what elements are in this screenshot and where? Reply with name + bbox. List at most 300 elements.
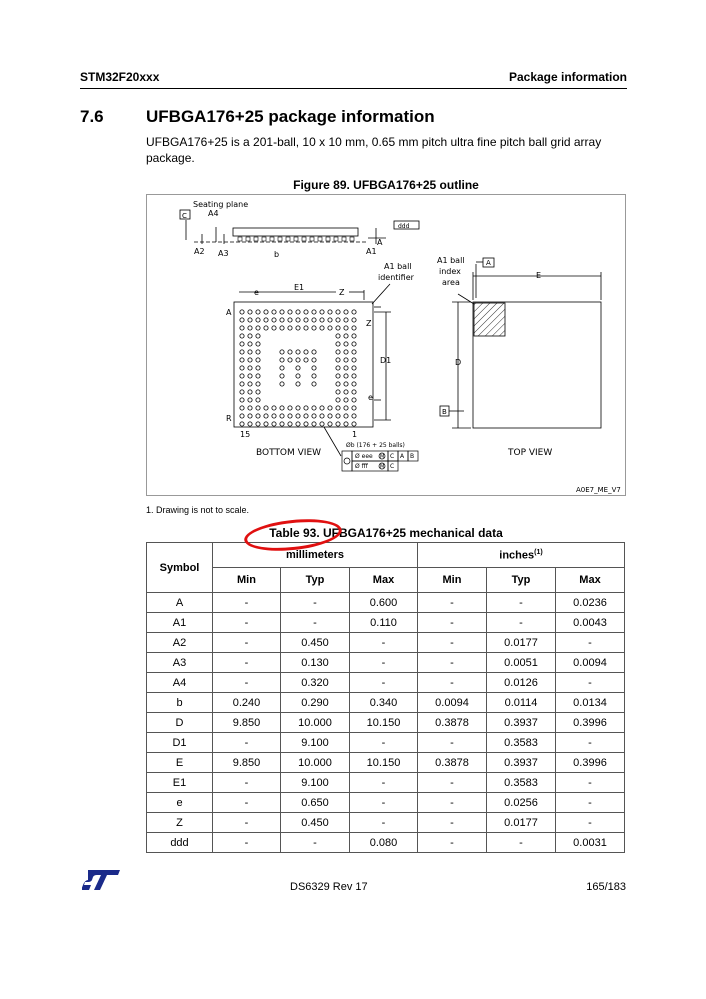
dim-b-label: b <box>274 250 280 259</box>
symbol-header: Symbol <box>147 543 213 593</box>
sub-header-cell: Min <box>213 568 281 593</box>
ball <box>240 366 244 370</box>
value-cell: - <box>281 833 350 853</box>
value-cell: - <box>350 673 418 693</box>
ball <box>256 326 260 330</box>
side-ball <box>270 237 274 241</box>
ball <box>288 350 292 354</box>
ball <box>288 358 292 362</box>
ball <box>312 326 316 330</box>
value-cell: 0.0094 <box>556 653 625 673</box>
value-cell: - <box>418 673 487 693</box>
value-cell: 0.0031 <box>556 833 625 853</box>
ball <box>352 334 356 338</box>
col-1-label: 1 <box>352 430 358 439</box>
table-body <box>147 593 625 853</box>
value-cell: 10.150 <box>350 713 418 733</box>
value-cell: - <box>213 633 281 653</box>
symbol-cell: D1 <box>147 733 213 753</box>
ball <box>256 382 260 386</box>
ball <box>248 318 252 322</box>
footer-page-number: 165/183 <box>586 881 626 893</box>
value-cell: - <box>418 653 487 673</box>
ball <box>296 414 300 418</box>
symbol-cell: ddd <box>147 833 213 853</box>
value-cell: 9.850 <box>213 713 281 733</box>
ddd-label: ddd <box>398 223 410 230</box>
side-view-balls <box>238 237 354 241</box>
package-outline-drawing <box>146 194 626 496</box>
ball <box>240 318 244 322</box>
a1-ball-index-line1: A1 ball <box>437 256 465 265</box>
ball <box>336 406 340 410</box>
value-cell: - <box>350 793 418 813</box>
ball <box>256 422 260 426</box>
ball <box>312 406 316 410</box>
ball <box>336 318 340 322</box>
value-cell: - <box>213 813 281 833</box>
value-cell: - <box>487 613 556 633</box>
ball <box>344 390 348 394</box>
value-cell: 0.0043 <box>556 613 625 633</box>
ball <box>344 366 348 370</box>
sub-header-cell: Max <box>556 568 625 593</box>
ball <box>352 310 356 314</box>
value-cell: - <box>556 813 625 833</box>
sub-header-cell: Typ <box>487 568 556 593</box>
ball <box>336 422 340 426</box>
value-cell: - <box>556 773 625 793</box>
ball <box>336 366 340 370</box>
table-row <box>147 833 625 853</box>
running-header-right: Package information <box>508 70 627 84</box>
ball <box>320 326 324 330</box>
dim-z-vertical-label: Z <box>366 319 372 328</box>
ball <box>352 398 356 402</box>
ball <box>352 342 356 346</box>
fff-m-label: M <box>380 464 385 470</box>
dim-e1-label: E1 <box>294 283 305 292</box>
symbol-cell: D <box>147 713 213 733</box>
ball <box>344 406 348 410</box>
ball <box>280 358 284 362</box>
ball <box>264 414 268 418</box>
ball <box>256 398 260 402</box>
row-r-label: R <box>226 414 232 423</box>
value-cell: 0.3937 <box>487 753 556 773</box>
value-cell: - <box>350 813 418 833</box>
ball <box>296 350 300 354</box>
ball <box>304 414 308 418</box>
ball <box>296 422 300 426</box>
ball <box>272 406 276 410</box>
ball <box>312 366 316 370</box>
ball <box>312 310 316 314</box>
ball <box>248 350 252 354</box>
side-ball <box>246 237 250 241</box>
value-cell: 0.0094 <box>418 693 487 713</box>
side-ball <box>350 237 354 241</box>
value-cell: - <box>213 653 281 673</box>
value-cell: - <box>418 773 487 793</box>
value-cell: 0.3878 <box>418 753 487 773</box>
ball <box>240 350 244 354</box>
inches-header <box>418 543 625 568</box>
ball <box>240 310 244 314</box>
ball <box>280 406 284 410</box>
value-cell: - <box>487 593 556 613</box>
side-ball <box>326 237 330 241</box>
dim-z-label: Z <box>339 288 345 297</box>
ball <box>256 334 260 338</box>
section-title: UFBGA176+25 package information <box>146 107 435 126</box>
ball <box>240 390 244 394</box>
ball <box>256 390 260 394</box>
ball <box>288 422 292 426</box>
value-cell: - <box>281 613 350 633</box>
bottom-view-label: BOTTOM VIEW <box>256 448 322 458</box>
value-cell: 0.130 <box>281 653 350 673</box>
ball <box>320 422 324 426</box>
table-row <box>147 613 625 633</box>
value-cell: - <box>350 733 418 753</box>
value-cell: - <box>418 613 487 633</box>
value-cell: 0.0134 <box>556 693 625 713</box>
value-cell: 0.0051 <box>487 653 556 673</box>
a1-ball-index-line3: area <box>442 278 460 287</box>
value-cell: - <box>213 793 281 813</box>
a1-ball-identifier-line1: A1 ball <box>384 262 412 271</box>
ball <box>240 334 244 338</box>
ball <box>320 414 324 418</box>
ball <box>264 318 268 322</box>
symbol-cell: b <box>147 693 213 713</box>
ball <box>304 310 308 314</box>
value-cell: 9.850 <box>213 753 281 773</box>
ball <box>256 358 260 362</box>
ball <box>240 382 244 386</box>
ball <box>248 422 252 426</box>
ball <box>304 318 308 322</box>
dim-e-pitch-label: e <box>254 288 259 297</box>
ball <box>264 422 268 426</box>
ball <box>336 374 340 378</box>
side-ball <box>262 237 266 241</box>
running-header-left: STM32F20xxx <box>80 70 160 84</box>
ball <box>248 382 252 386</box>
ball <box>248 326 252 330</box>
ball <box>280 366 284 370</box>
ball <box>344 310 348 314</box>
ball <box>296 366 300 370</box>
ball <box>352 326 356 330</box>
ball <box>344 350 348 354</box>
value-cell: - <box>213 773 281 793</box>
ball <box>320 310 324 314</box>
dim-e-label: E <box>536 271 542 280</box>
value-cell: - <box>213 613 281 633</box>
eee-datum-c: C <box>390 453 395 460</box>
value-cell: 0.0177 <box>487 813 556 833</box>
ball <box>248 342 252 346</box>
ball-grid <box>240 310 356 426</box>
value-cell: 0.0236 <box>556 593 625 613</box>
fff-datum-c: C <box>390 463 395 470</box>
value-cell: - <box>350 653 418 673</box>
ball <box>280 422 284 426</box>
ball <box>312 374 316 378</box>
mechanical-data-table <box>146 542 625 853</box>
ball <box>296 310 300 314</box>
st-logo <box>82 868 122 892</box>
sub-header-cell: Max <box>350 568 418 593</box>
ball <box>288 414 292 418</box>
top-view-outline <box>440 258 601 428</box>
table-row <box>147 813 625 833</box>
ball <box>256 366 260 370</box>
value-cell: 0.110 <box>350 613 418 633</box>
table-row <box>147 673 625 693</box>
symbol-cell: E1 <box>147 773 213 793</box>
value-cell: - <box>418 633 487 653</box>
value-cell: 0.450 <box>281 813 350 833</box>
ball <box>304 350 308 354</box>
ball <box>312 422 316 426</box>
ball <box>312 350 316 354</box>
value-cell: 0.0177 <box>487 633 556 653</box>
value-cell: - <box>556 633 625 653</box>
ball <box>304 358 308 362</box>
dim-a3-label: A3 <box>218 249 229 258</box>
table-row <box>147 773 625 793</box>
table-row <box>147 793 625 813</box>
ball <box>240 398 244 402</box>
ball <box>344 374 348 378</box>
inches-footnote-marker: (1) <box>534 548 543 556</box>
value-cell: 9.100 <box>281 773 350 793</box>
value-cell: 0.3996 <box>556 713 625 733</box>
value-cell: 0.0256 <box>487 793 556 813</box>
ball <box>352 366 356 370</box>
side-ball <box>318 237 322 241</box>
ball <box>280 310 284 314</box>
value-cell: 0.320 <box>281 673 350 693</box>
eee-datum-a: A <box>400 453 405 460</box>
table-row <box>147 713 625 733</box>
ball <box>288 318 292 322</box>
value-cell: - <box>487 833 556 853</box>
ball <box>344 398 348 402</box>
section-number: 7.6 <box>80 107 104 126</box>
value-cell: - <box>213 673 281 693</box>
ball <box>280 318 284 322</box>
dim-e-vertical-label: e <box>368 393 373 402</box>
table-row <box>147 753 625 773</box>
dim-d-label: D <box>455 358 462 367</box>
ball <box>272 422 276 426</box>
value-cell: 0.290 <box>281 693 350 713</box>
ball <box>240 326 244 330</box>
ball <box>256 374 260 378</box>
a1-ball-identifier-line2: identifier <box>378 273 414 282</box>
ball <box>344 342 348 346</box>
ball <box>256 414 260 418</box>
ball <box>288 310 292 314</box>
figure-code: A0E7_ME_V7 <box>576 486 621 494</box>
sub-header-cell: Min <box>418 568 487 593</box>
ball <box>272 414 276 418</box>
value-cell: - <box>213 733 281 753</box>
ball <box>312 358 316 362</box>
value-cell: - <box>418 813 487 833</box>
ball <box>328 318 332 322</box>
table-row <box>147 653 625 673</box>
value-cell: 0.600 <box>350 593 418 613</box>
ball <box>320 406 324 410</box>
datum-b-label: B <box>442 408 447 416</box>
ball <box>352 382 356 386</box>
ball <box>256 310 260 314</box>
figure-note: 1. Drawing is not to scale. <box>146 505 250 515</box>
symbol-cell: E <box>147 753 213 773</box>
ball <box>352 422 356 426</box>
symbol-cell: A4 <box>147 673 213 693</box>
ball-count-label: Øb (176 + 25 balls) <box>346 442 405 449</box>
eee-m-label: M <box>380 454 385 460</box>
value-cell: 10.000 <box>281 753 350 773</box>
symbol-cell: Z <box>147 813 213 833</box>
ball <box>344 414 348 418</box>
ball <box>344 358 348 362</box>
ball <box>296 358 300 362</box>
value-cell: 0.240 <box>213 693 281 713</box>
value-cell: 0.650 <box>281 793 350 813</box>
value-cell: 9.100 <box>281 733 350 753</box>
ball <box>344 326 348 330</box>
value-cell: 10.150 <box>350 753 418 773</box>
symbol-cell: A1 <box>147 613 213 633</box>
ball <box>352 318 356 322</box>
eee-datum-b: B <box>410 453 415 460</box>
ball <box>296 382 300 386</box>
value-cell: 0.080 <box>350 833 418 853</box>
dim-a2-label: A2 <box>194 247 205 256</box>
ball <box>248 406 252 410</box>
dim-a4-label: A4 <box>208 209 219 218</box>
value-cell: 0.340 <box>350 693 418 713</box>
ball <box>280 374 284 378</box>
fff-label: Ø fff <box>355 463 368 470</box>
ball <box>264 310 268 314</box>
table-title: Table 93. UFBGA176+25 mechanical data <box>269 526 503 540</box>
ball <box>248 366 252 370</box>
col-15-label: 15 <box>240 430 251 439</box>
ball <box>248 414 252 418</box>
symbol-cell: A2 <box>147 633 213 653</box>
sub-header-cell: Typ <box>281 568 350 593</box>
dim-d1-label: D1 <box>380 356 392 365</box>
ball <box>336 310 340 314</box>
side-ball <box>342 237 346 241</box>
ball <box>280 414 284 418</box>
ball <box>296 374 300 378</box>
ball <box>344 422 348 426</box>
ball <box>352 406 356 410</box>
ball <box>336 350 340 354</box>
ball <box>248 374 252 378</box>
ball <box>328 310 332 314</box>
ball <box>328 414 332 418</box>
dim-a1-label: A1 <box>366 247 377 256</box>
side-ball <box>294 237 298 241</box>
intro-paragraph: UFBGA176+25 is a 201-ball, 10 x 10 mm, 0.65 mm pitch ultra fine pitch ball grid array package. <box>146 135 602 165</box>
value-cell: - <box>556 793 625 813</box>
ball <box>352 350 356 354</box>
symbol-cell: e <box>147 793 213 813</box>
value-cell: - <box>213 593 281 613</box>
ball <box>240 374 244 378</box>
symbol-cell: A <box>147 593 213 613</box>
ball <box>280 382 284 386</box>
ball <box>240 406 244 410</box>
seating-plane-label: Seating plane <box>193 200 249 209</box>
value-cell: 0.3878 <box>418 713 487 733</box>
ball <box>312 414 316 418</box>
ball <box>272 326 276 330</box>
ball <box>328 326 332 330</box>
top-view-label: TOP VIEW <box>508 448 553 458</box>
ball <box>264 326 268 330</box>
value-cell: 0.450 <box>281 633 350 653</box>
ball <box>248 310 252 314</box>
footer-document-id: DS6329 Rev 17 <box>290 881 368 893</box>
ball <box>312 318 316 322</box>
ball <box>336 358 340 362</box>
side-ball <box>286 237 290 241</box>
value-cell: 0.0114 <box>487 693 556 713</box>
ball <box>352 390 356 394</box>
ball <box>312 382 316 386</box>
table-row <box>147 633 625 653</box>
value-cell: 0.3583 <box>487 773 556 793</box>
ball <box>256 406 260 410</box>
ball <box>352 374 356 378</box>
ball <box>248 390 252 394</box>
header-rule <box>80 88 627 89</box>
side-ball <box>334 237 338 241</box>
ball <box>344 334 348 338</box>
ball <box>288 406 292 410</box>
ball <box>296 406 300 410</box>
table-row <box>147 733 625 753</box>
value-cell: - <box>281 593 350 613</box>
a1-ball-index-line2: index <box>439 267 461 276</box>
ball <box>256 318 260 322</box>
figure-title: Figure 89. UFBGA176+25 outline <box>293 178 479 192</box>
ball <box>328 422 332 426</box>
dim-a-label: A <box>377 238 383 247</box>
ball <box>336 398 340 402</box>
ball <box>336 326 340 330</box>
side-ball <box>254 237 258 241</box>
ball <box>280 326 284 330</box>
value-cell: - <box>418 833 487 853</box>
value-cell: 0.3583 <box>487 733 556 753</box>
value-cell: 0.3937 <box>487 713 556 733</box>
ball <box>256 350 260 354</box>
ball <box>240 422 244 426</box>
side-ball <box>302 237 306 241</box>
